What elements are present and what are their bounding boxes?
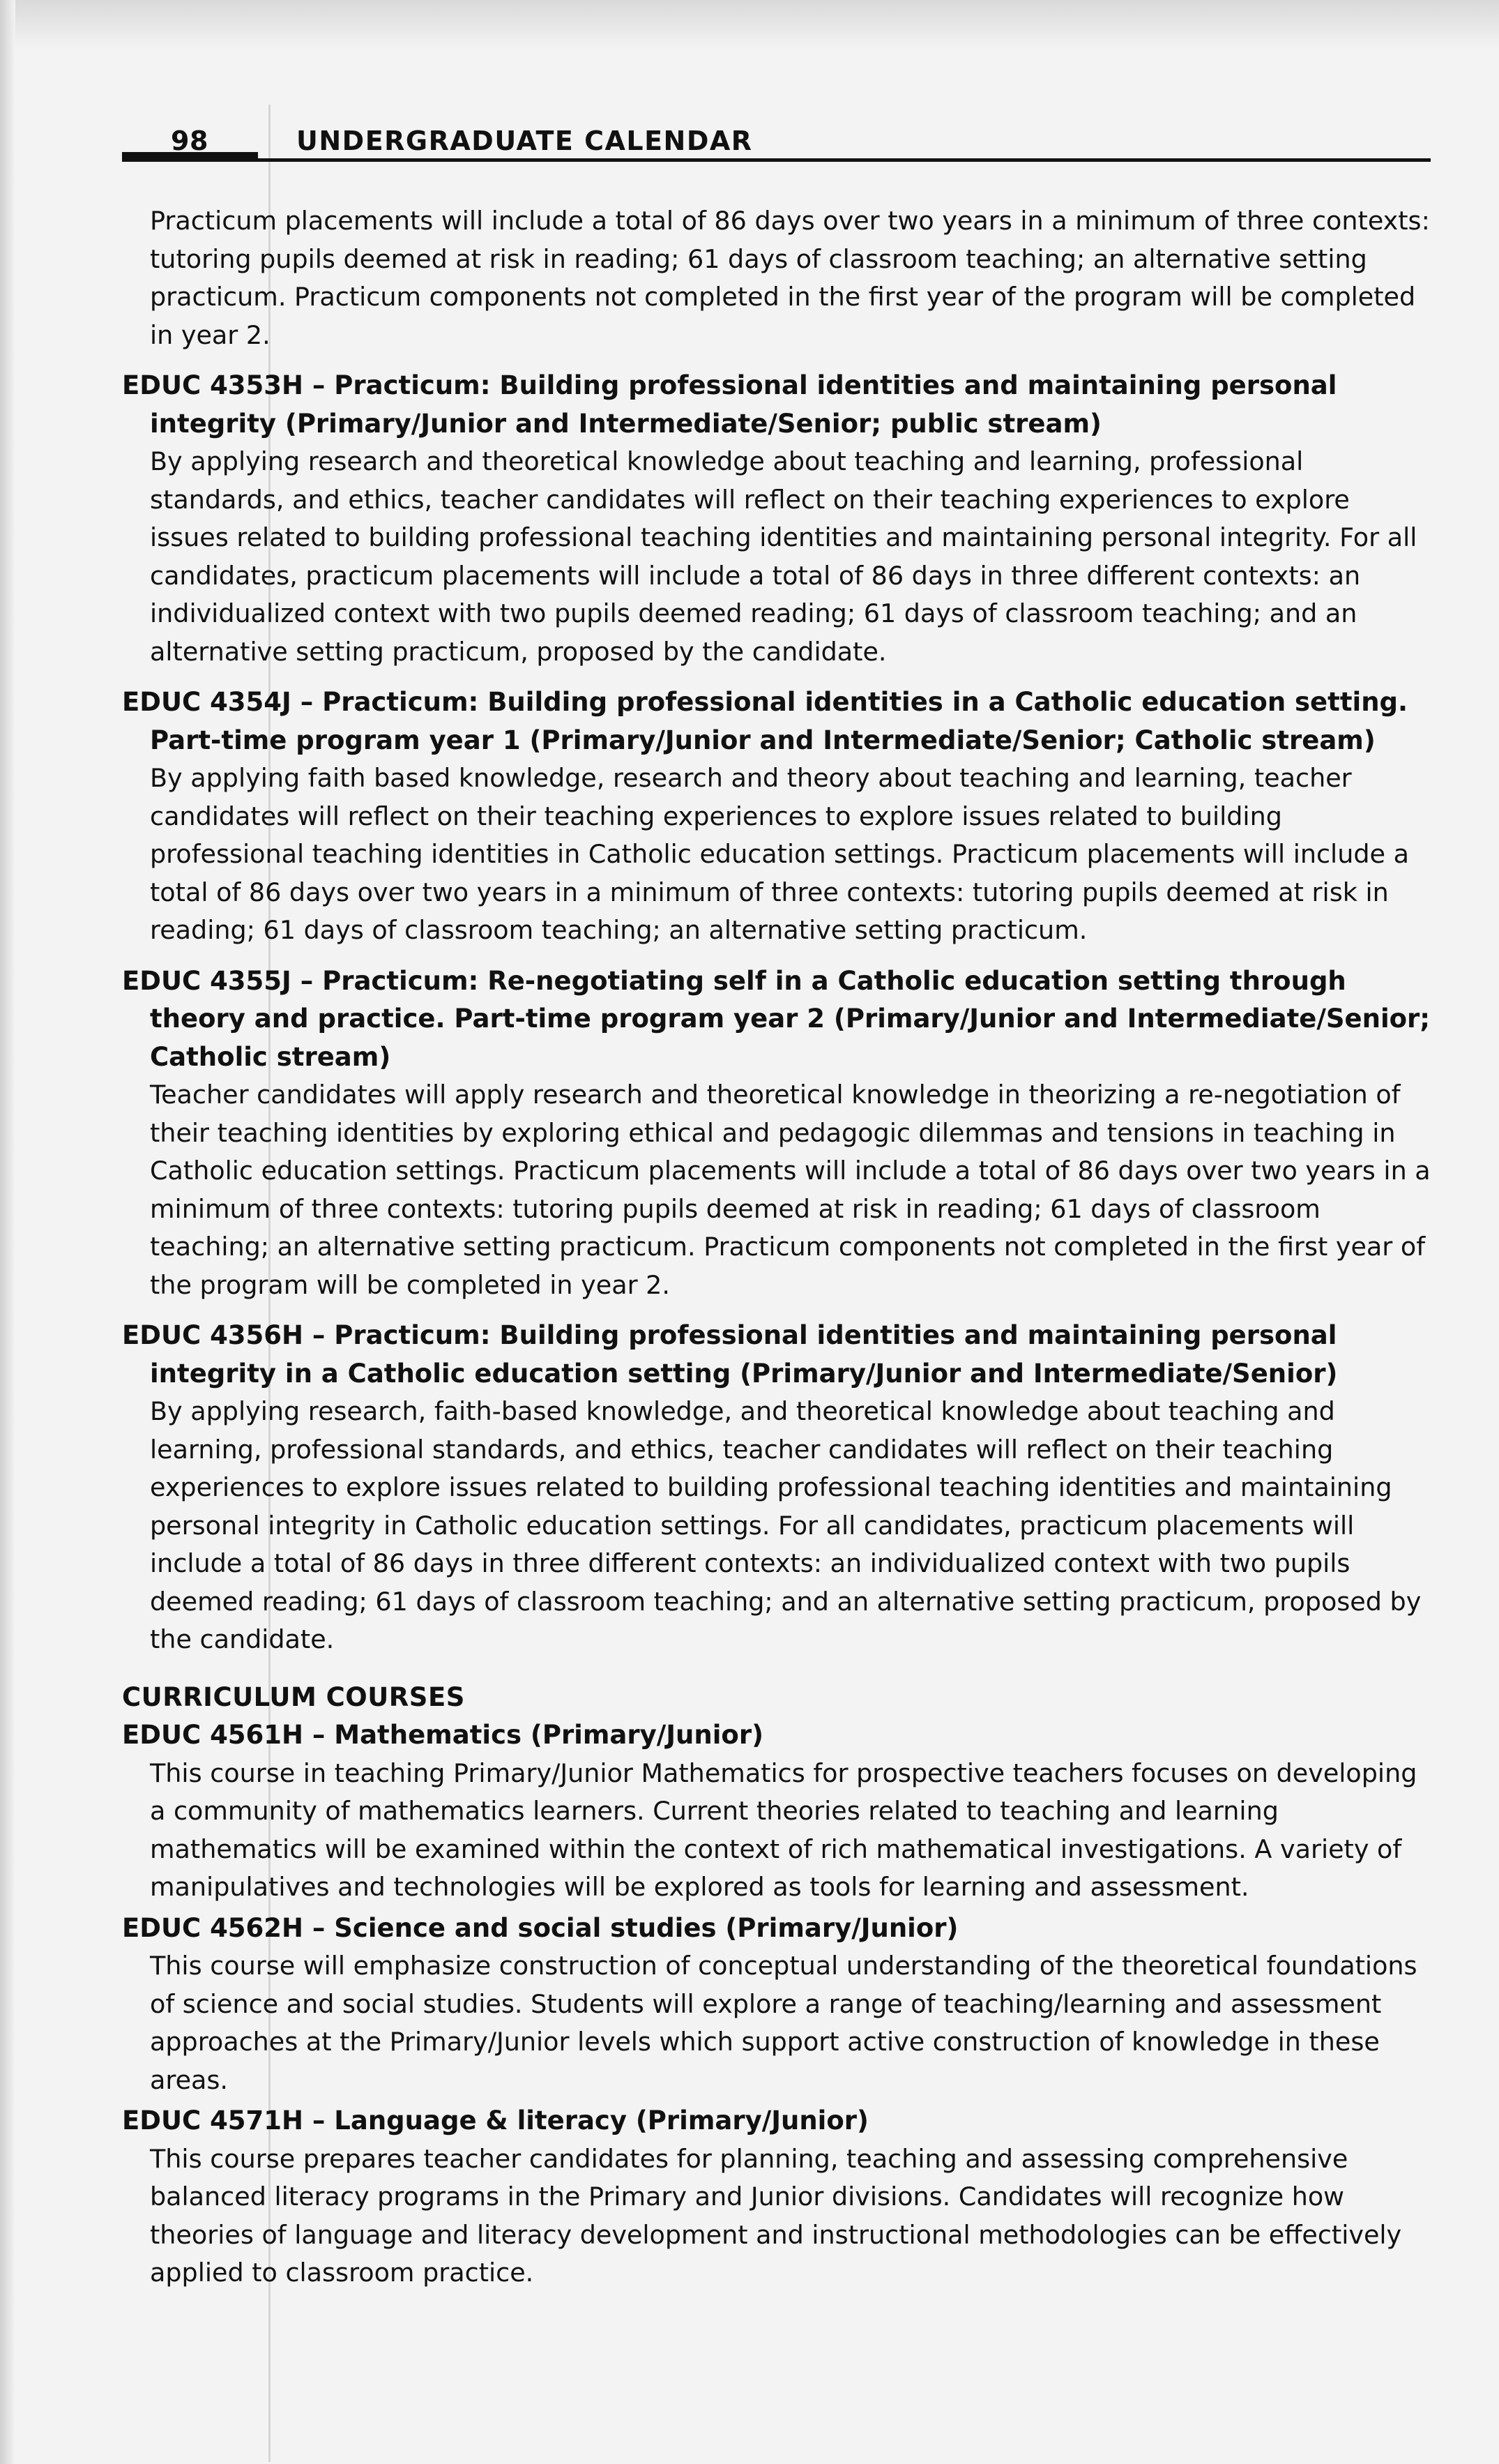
course-title: EDUC 4571H – Language & literacy (Primary/Junior) bbox=[122, 2106, 869, 2136]
course-description: This course will emphasize construction of conceptual understanding of the theoretical foundations of science and social studies. Students will explore a range of teaching/learning and assessment approaches at the Primary/Junior levels which support active construction of knowledge in these areas. bbox=[150, 1951, 1417, 2095]
course-entry bbox=[122, 2102, 1436, 2292]
course-description: By applying faith based knowledge, research and theory about teaching and learning, teacher candidates will reflect on their teaching experiences to explore issues related to building professional teaching identities in Catholic education settings. Practicum placements will include a total of 86 days over two years in a minimum of three contexts: tutoring pupils deemed at risk in reading; 61 days of classroom teaching; an alternative setting practicum. bbox=[150, 763, 1409, 945]
section-heading: CURRICULUM COURSES bbox=[122, 1681, 465, 1712]
course-entry bbox=[122, 962, 1436, 1305]
course-title: EDUC 4355J – Practicum: Re-negotiating self in a Catholic education setting through theory and practice. Part-time program year 2 (Primary/Junior and Intermediate/Senior; Catholic stream) bbox=[122, 965, 1431, 1072]
course-entry bbox=[122, 1910, 1436, 2100]
course-title: EDUC 4561H – Mathematics (Primary/Junior) bbox=[122, 1720, 763, 1750]
course-entry bbox=[122, 1716, 1436, 1907]
page-content bbox=[122, 202, 1436, 2295]
course-title: EDUC 4354J – Practicum: Building professional identities in a Catholic education setting. Part-time program year 1 (Primary/Junior and Intermediate/Senior; Catholic stream) bbox=[122, 687, 1408, 755]
course-entry bbox=[122, 1317, 1436, 1659]
scan-shadow-top bbox=[0, 0, 1499, 49]
course-description: This course in teaching Primary/Junior Mathematics for prospective teachers focuses on developing a community of mathematics learners. Current theories related to teaching and learning mathematics will be examined within the context of rich mathematical investigations. A variety of manipulatives and technologies will be explored as tools for learning and assessment. bbox=[150, 1758, 1417, 1902]
running-title: UNDERGRADUATE CALENDAR bbox=[296, 126, 753, 156]
course-description: By applying research, faith-based knowledge, and theoretical knowledge about teaching and learning, professional standards, and ethics, teacher candidates will reflect on their teaching experiences to explore issues related to building professional teaching identities and maintaining personal integrity in Catholic education settings. For all candidates, practicum placements will include a total of 86 days in three different contexts: an individualized context with two pupils deemed reading; 61 days of classroom teaching; and an alternative setting practicum, proposed by the candidate. bbox=[150, 1396, 1422, 1654]
course-title: EDUC 4353H – Practicum: Building professional identities and maintaining personal integrity (Primary/Junior and Intermediate/Senior; public stream) bbox=[122, 370, 1337, 439]
curriculum-section bbox=[122, 1679, 1436, 2292]
course-entry bbox=[122, 683, 1436, 950]
course-description: Teacher candidates will apply research and theoretical knowledge in theorizing a re-negotiation of their teaching identities by exploring ethical and pedagogic dilemmas and tensions in teaching in Catholic education settings. Practicum placements will include a total of 86 days over two years in a minimum of three contexts: tutoring pupils deemed at risk in reading; 61 days of classroom teaching; an alternative setting practicum. Practicum components not completed in the first year of the program will be completed in year 2. bbox=[150, 1080, 1431, 1300]
scan-shadow-left bbox=[0, 0, 15, 2464]
course-entry bbox=[122, 367, 1436, 671]
course-description: By applying research and theoretical knowledge about teaching and learning, professional standards, and ethics, teacher candidates will reflect on their teaching experiences to explore issues related to building professional teaching identities and maintaining personal integrity. For all candidates, practicum placements will include a total of 86 days in three different contexts: an individualized context with two pupils deemed reading; 61 days of classroom teaching; and an alternative setting practicum, proposed by the candidate. bbox=[150, 446, 1417, 667]
course-title: EDUC 4562H – Science and social studies (Primary/Junior) bbox=[122, 1912, 959, 1943]
page-header bbox=[122, 120, 1431, 162]
intro-paragraph: Practicum placements will include a total of 86 days over two years in a minimum of three contexts: tutoring pupils deemed at risk in reading; 61 days of classroom teaching; an alternative setting practicum. Practicum components not completed in the first year of the program will be completed in year 2. bbox=[150, 206, 1430, 350]
page-number: 98 bbox=[171, 126, 208, 156]
course-description: This course prepares teacher candidates for planning, teaching and assessing comprehensive balanced literacy programs in the Primary and Junior divisions. Candidates will recognize how theories of language and literacy development and instructional methodologies can be effectively applied to classroom practice. bbox=[150, 2143, 1402, 2288]
course-title: EDUC 4356H – Practicum: Building professional identities and maintaining personal integrity in a Catholic education setting (Primary/Junior and Intermediate/Senior) bbox=[122, 1320, 1338, 1389]
header-rule bbox=[258, 158, 1431, 162]
